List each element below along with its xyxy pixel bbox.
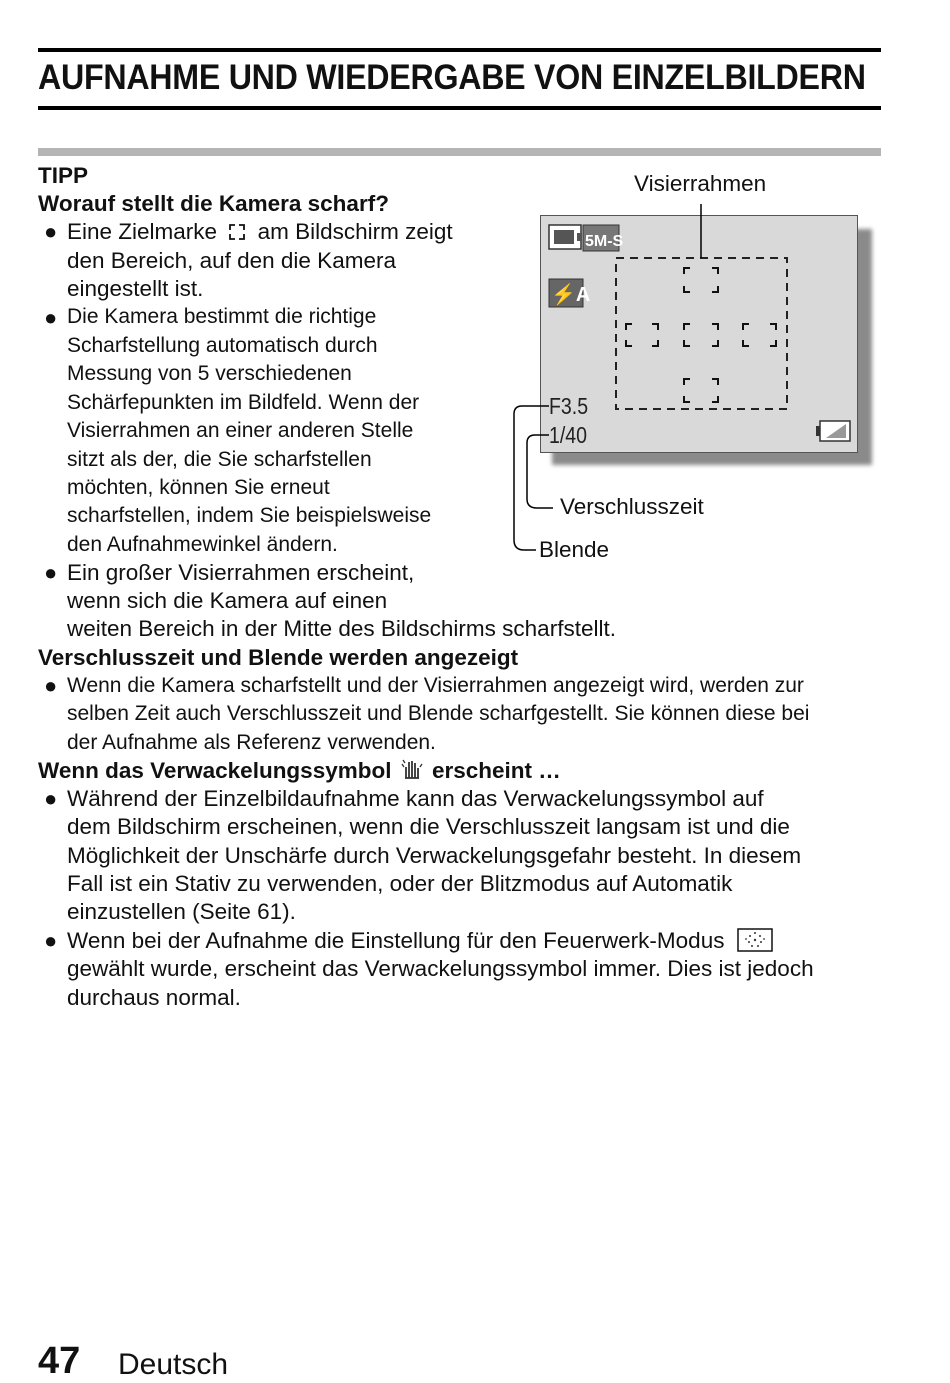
battery-icon	[816, 421, 850, 441]
list-item-text: möchten, können Sie erneut	[67, 476, 330, 499]
list-item-text: Scharfstellung automatisch durch	[67, 334, 378, 357]
flash-auto-icon	[549, 279, 590, 307]
list-item-text: gewählt wurde, erscheint das Verwackelungssymbol immer. Dies ist jedoch	[67, 956, 814, 981]
aperture-value: F3.5	[549, 393, 589, 420]
list-item-text: der Aufnahme als Referenz verwenden.	[67, 731, 436, 754]
list-item-text: scharfstellen, indem Sie beispielsweise	[67, 504, 432, 527]
tip-heading: TIPP	[38, 163, 89, 188]
list-item-text: Fall ist ein Stativ zu verwenden, oder der Blitzmodus auf Automatik	[67, 871, 733, 896]
bullet: ●	[44, 786, 58, 811]
aperture-leader-line	[514, 406, 549, 550]
list-item-text: Visierrahmen an einer anderen Stelle	[67, 419, 414, 442]
language-label: Deutsch	[118, 1348, 229, 1381]
camera-mode-icon	[549, 225, 582, 249]
section-heading-shake: Wenn das Verwackelungssymbol erscheint …	[38, 758, 561, 783]
label-blende: Blende	[539, 537, 610, 562]
list-item-text: Die Kamera bestimmt die richtige	[67, 305, 377, 328]
large-focus-frame	[616, 258, 787, 409]
bullet: ●	[44, 305, 58, 330]
list-item-text: weiten Bereich in der Mitte des Bildschirms scharfstellt.	[67, 616, 616, 641]
section-heading-focus: Worauf stellt die Kamera scharf?	[38, 191, 389, 216]
bullet: ●	[44, 560, 58, 585]
resolution-badge: 5M-S	[585, 233, 624, 250]
list-item-text: Messung von 5 verschiedenen	[67, 362, 352, 385]
camera-lcd-overlay	[0, 0, 950, 600]
label-visierrahmen: Visierrahmen	[634, 171, 767, 196]
page-number: 47	[38, 1340, 81, 1382]
list-item-text: durchaus normal.	[67, 985, 241, 1010]
list-item-text: eingestellt ist.	[67, 276, 204, 301]
list-item-text: Wenn die Kamera scharfstellt und der Visierrahmen angezeigt wird, werden zur	[67, 674, 804, 697]
bullet: ●	[44, 673, 58, 698]
bullet: ●	[44, 219, 58, 244]
list-item-text: Während der Einzelbildaufnahme kann das Verwackelungssymbol auf	[67, 786, 764, 811]
list-item-text: dem Bildschirm erscheinen, wenn die Verschlusszeit langsam ist und die	[67, 814, 790, 839]
list-item-text: Eine Zielmarke am Bildschirm zeigt	[67, 219, 453, 244]
list-item-text: Schärfepunkten im Bildfeld. Wenn der	[67, 391, 420, 414]
shutter-value: 1/40	[549, 422, 588, 449]
list-item-text: sitzt als der, die Sie scharfstellen	[67, 448, 372, 471]
list-item-text: einzustellen (Seite 61).	[67, 899, 296, 924]
list-item-text: Möglichkeit der Unschärfe durch Verwackelungsgefahr besteht. In diesem	[67, 843, 802, 868]
label-verschlusszeit: Verschlusszeit	[560, 494, 704, 519]
list-item-text: wenn sich die Kamera auf einen	[67, 588, 388, 613]
shake-icon	[400, 758, 424, 780]
section-heading-shutter: Verschlusszeit und Blende werden angezeigt	[38, 645, 519, 670]
list-item-text: den Bereich, auf den die Kamera	[67, 248, 396, 273]
fireworks-icon	[737, 928, 773, 952]
list-item-text: Wenn bei der Aufnahme die Einstellung für den Feuerwerk-Modus	[67, 927, 773, 955]
bullet: ●	[44, 928, 58, 953]
page-title: AUFNAHME UND WIEDERGABE VON EINZELBILDERN	[38, 58, 866, 97]
svg-text:⚡A: ⚡A	[551, 284, 591, 306]
list-item-text: den Aufnahmewinkel ändern.	[67, 533, 338, 556]
list-item-text: Ein großer Visierrahmen erscheint,	[67, 560, 415, 585]
focus-points	[626, 268, 776, 402]
list-item-text: selben Zeit auch Verschlusszeit und Blende scharfgestellt. Sie können diese bei	[67, 702, 810, 725]
